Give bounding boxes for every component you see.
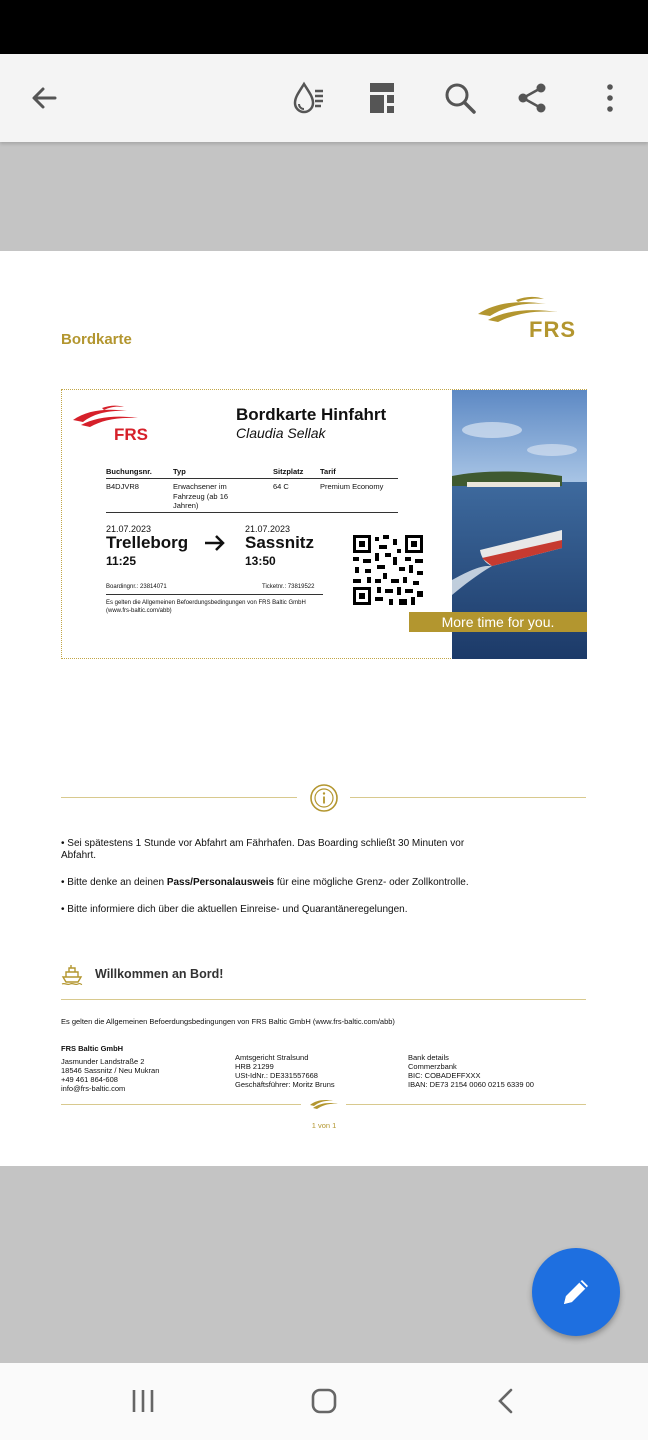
ticket-slogan: More time for you. <box>409 612 587 632</box>
passenger-name: Claudia Sellak <box>236 425 326 441</box>
welcome-divider <box>61 999 586 1000</box>
frs-logo-text: FRS <box>529 317 576 342</box>
info-item: • Bitte informiere dich über die aktuellen Einreise- und Quarantäneregelungen. <box>61 904 408 915</box>
ship-icon <box>61 963 83 985</box>
company-name: FRS Baltic GmbH <box>61 1044 124 1053</box>
back-button[interactable] <box>20 74 68 122</box>
seat-value: 64 C <box>273 482 289 491</box>
registry-ceo: Geschäftsführer: Moritz Bruns <box>235 1080 335 1089</box>
document-title: Bordkarte <box>61 331 132 348</box>
company-address-1: Jasmunder Landstraße 2 <box>61 1057 145 1066</box>
company-email: info@frs-baltic.com <box>61 1084 126 1093</box>
info-icon <box>309 783 339 813</box>
seat-header: Sitzplatz <box>273 467 304 476</box>
layout-button[interactable] <box>358 74 406 122</box>
more-vertical-icon <box>605 82 615 114</box>
company-address-2: 18546 Sassnitz / Neu Mukran <box>61 1066 160 1075</box>
search-button[interactable] <box>436 74 484 122</box>
info-item: • Sei spätestens 1 Stunde vor Abfahrt am Fährhafen. Das Boarding schließt 30 Minuten vor Abfahrt. <box>61 838 465 861</box>
nav-back-button[interactable] <box>486 1381 526 1421</box>
bank-title: Bank details <box>408 1053 449 1062</box>
tariff-value: Premium Economy <box>320 482 384 491</box>
more-options-button[interactable] <box>586 74 634 122</box>
search-icon <box>443 81 477 115</box>
arrival-time: 13:50 <box>245 554 276 568</box>
footer-divider <box>106 594 323 595</box>
status-bar <box>0 0 648 54</box>
edit-fab-button[interactable] <box>532 1248 620 1336</box>
viewer-toolbar <box>0 54 648 142</box>
ticket-number: Ticketnr.: 73819522 <box>262 584 315 590</box>
document-layout-icon <box>366 80 398 116</box>
bank-bic: BIC: COBADEFFXXX <box>408 1071 481 1080</box>
boarding-pass <box>61 389 587 659</box>
home-button[interactable] <box>304 1381 344 1421</box>
registry-vat: USt-IdNr.: DE331557668 <box>235 1071 318 1080</box>
info-divider-left <box>61 797 297 798</box>
qr-code <box>353 535 423 605</box>
home-icon <box>310 1387 338 1415</box>
share-icon <box>515 81 549 115</box>
frs-red-logo <box>72 405 162 445</box>
bank-iban: IBAN: DE73 2154 0060 0215 6339 00 <box>408 1080 534 1089</box>
info-divider-right <box>350 797 586 798</box>
ticket-terms: Es gelten die Allgemeinen Befoerdungsbedingungen von FRS Baltic GmbH (www.frs-baltic.com/abb) <box>106 600 306 614</box>
pencil-icon <box>558 1274 594 1310</box>
booking-header: Buchungsnr. <box>106 467 152 476</box>
departure-date: 21.07.2023 <box>106 524 152 534</box>
booking-value: B4DJVR8 <box>106 482 139 491</box>
ticket-title: Bordkarte Hinfahrt <box>236 405 387 424</box>
back-icon <box>496 1387 516 1415</box>
registry-court: Amtsgericht Stralsund <box>235 1053 309 1062</box>
back-arrow-icon <box>28 82 60 114</box>
header-divider <box>106 478 398 479</box>
terms-footer: Es gelten die Allgemeinen Befoerdungsbedingungen von FRS Baltic GmbH (www.frs-baltic.com/abb) <box>61 1017 395 1026</box>
table-divider <box>106 512 398 513</box>
ink-drops-icon <box>287 78 327 118</box>
arrival-date: 21.07.2023 <box>245 524 291 534</box>
bottom-divider-right <box>346 1104 586 1105</box>
info-item: • Bitte denke an deinen Pass/Personalausweis für eine mögliche Grenz- oder Zollkontrolle. <box>61 877 469 888</box>
page-indicator: 1 von 1 <box>311 1121 337 1130</box>
system-nav-bar <box>0 1363 648 1440</box>
share-button[interactable] <box>508 74 556 122</box>
type-header: Typ <box>173 467 186 476</box>
welcome-text: Willkommen an Bord! <box>95 967 224 981</box>
tariff-header: Tarif <box>320 467 336 476</box>
bottom-divider-left <box>61 1104 301 1105</box>
ink-button[interactable] <box>283 74 331 122</box>
boarding-number: Boardingnr.: 23814071 <box>106 584 167 590</box>
arrow-right-icon <box>204 534 226 552</box>
company-phone: +49 461 864-608 <box>61 1075 118 1084</box>
arrival-city: Sassnitz <box>245 533 314 552</box>
recent-apps-icon <box>130 1388 156 1414</box>
frs-small-wave-icon <box>309 1098 339 1110</box>
type-value: Erwachsener im Fahrzeug (ab 16 Jahren) <box>173 482 229 510</box>
departure-city: Trelleborg <box>106 533 189 552</box>
document-page[interactable] <box>0 251 648 1166</box>
registry-hrb: HRB 21299 <box>235 1062 274 1071</box>
departure-time: 11:25 <box>106 554 137 568</box>
frs-red-logo-text: FRS <box>114 425 148 444</box>
recent-apps-button[interactable] <box>123 1381 163 1421</box>
bank-name: Commerzbank <box>408 1062 457 1071</box>
frs-logo <box>476 296 588 346</box>
